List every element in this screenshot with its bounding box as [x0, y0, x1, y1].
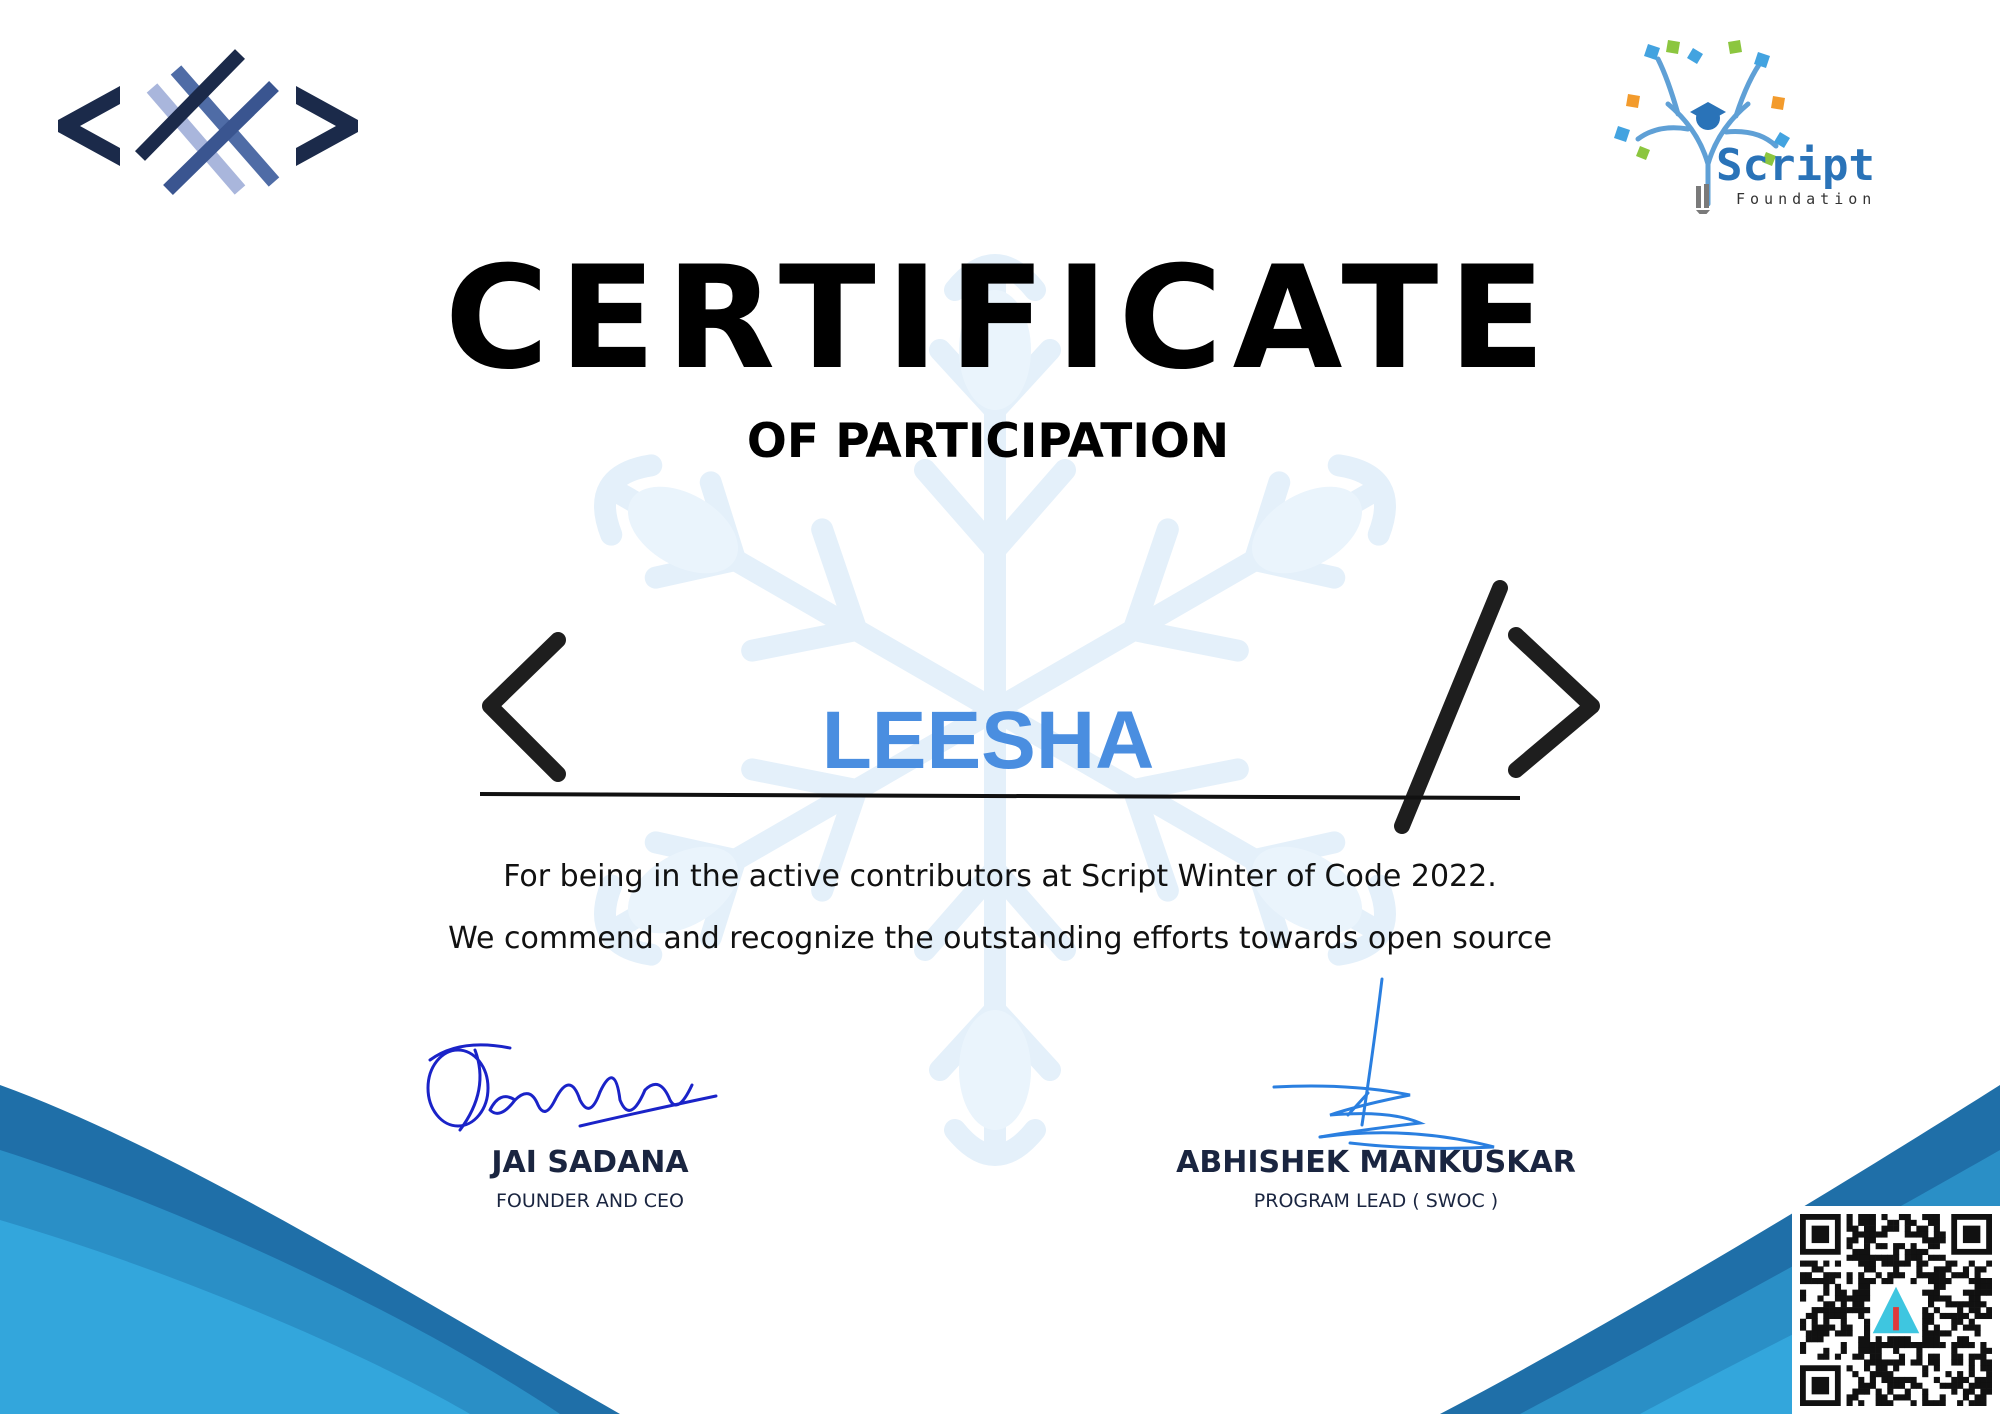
certificate-subtitle: OF PARTICIPATION [746, 414, 1230, 469]
body-text-line-1: For being in the active contributors at Script Winter of Code 2022. [503, 859, 1497, 894]
qr-code [1792, 1206, 2000, 1414]
signatory-name-1: JAI SADANA [491, 1145, 689, 1180]
certificate-title: CERTIFICATE [444, 236, 1556, 401]
foundation-wordmark: Foundation [1736, 190, 1877, 208]
signatory-role-2: PROGRAM LEAD ( SWOC ) [1253, 1190, 1499, 1212]
signature-abhishek-mankuskar [1270, 975, 1510, 1155]
script-wordmark: Script [1716, 140, 1875, 191]
recipient-name: LEESHA [821, 695, 1155, 786]
signatory-role-1: FOUNDER AND CEO [496, 1190, 684, 1212]
body-text-line-2: We commend and recognize the outstanding efforts towards open source [448, 921, 1552, 956]
signatory-name-2: ABHISHEK MANKUSKAR [1176, 1145, 1576, 1180]
qr-code-matrix [1800, 1214, 1992, 1406]
